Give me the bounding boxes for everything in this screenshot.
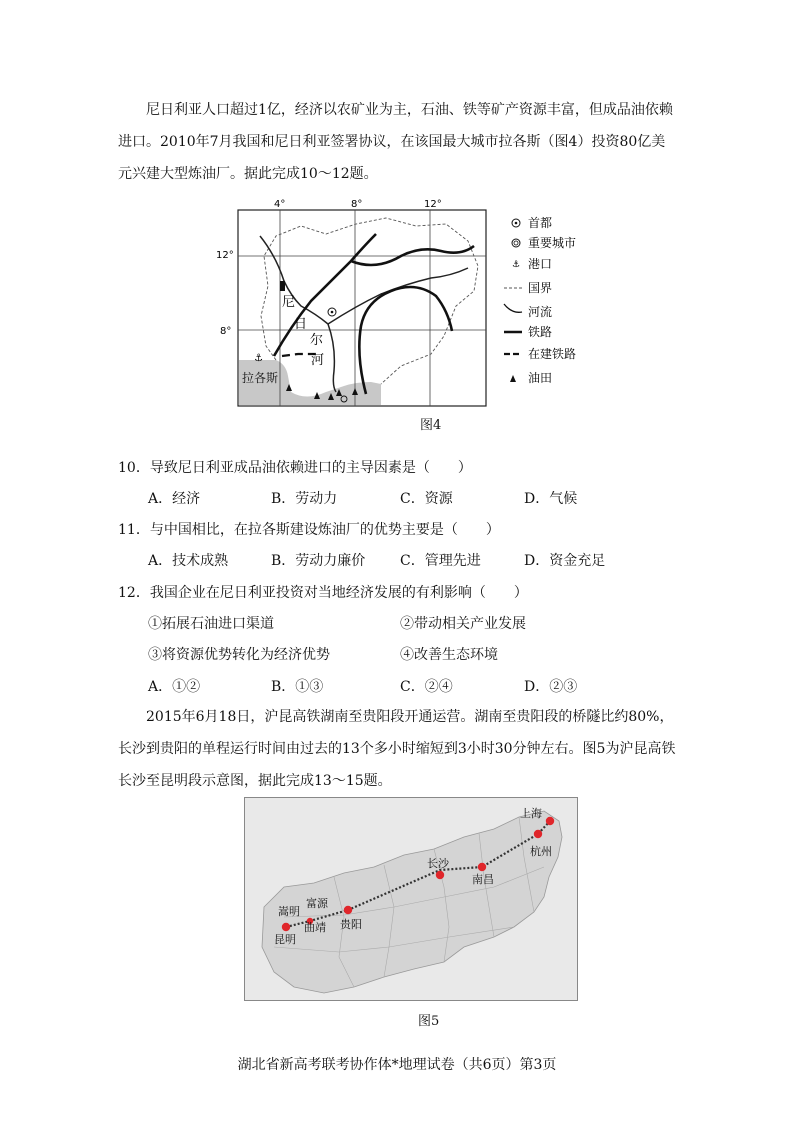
legend-railway-construction: 在建铁路 [528,347,577,361]
city-label-changsha: 长沙 [427,857,449,870]
city-lagos-label: 拉各斯 [242,371,279,385]
dam-marker [280,281,285,291]
question-12-option-d: D．②③ [524,679,578,695]
legend-capital: 首都 [528,216,553,230]
figure-5-map [244,797,578,1001]
station-changsha [436,871,444,879]
lon-label-12: 12° [424,199,442,210]
question-11-stem: 11．与中国相比，在拉各斯建设炼油厂的优势主要是（ ） [118,522,500,538]
question-11-option-c: C．管理先进 [400,553,481,569]
city-label-qujing: 曲靖 [304,921,326,934]
station-kunming [282,923,290,931]
question-11-option-a: A．技术成熟 [148,553,229,569]
legend-river: 河流 [528,305,553,319]
legend-railway: 铁路 [528,325,553,339]
station-guiyang [344,906,352,914]
question-12-option-c: C．②④ [400,679,453,695]
question-10-stem: 10．导致尼日利亚成品油依赖进口的主导因素是（ ） [118,460,472,476]
figure-5-caption: 图5 [418,1014,440,1029]
question-12-option-b: B．①③ [271,679,324,695]
city-label-kunming: 昆明 [274,933,296,946]
svg-text:⚓: ⚓ [512,260,521,270]
map-legend [504,215,576,385]
lat-label-8: 8° [220,326,232,337]
question-10-option-a: A．经济 [148,491,201,507]
lat-label-12: 12° [216,250,234,261]
river-char-4: 河 [311,353,325,368]
legend-border: 国界 [528,281,553,295]
figure-4-caption: 图4 [420,418,442,433]
city-label-guiyang: 贵阳 [340,918,362,931]
lon-label-8: 8° [351,199,363,210]
question-10-option-c: C．资源 [400,491,453,507]
river-char-1: 尼 [282,295,296,310]
station-hangzhou [534,830,542,838]
station-shanghai [546,817,554,825]
question-12-stem: 12．我国企业在尼日利亚投资对当地经济发展的有利影响（ ） [118,585,528,601]
question-11-option-d: D．资金充足 [524,553,606,569]
city-label-hangzhou: 杭州 [530,845,552,858]
legend-major-city: 重要城市 [528,236,577,250]
legend-port: 港口 [528,257,553,271]
river-char-3: 尔 [310,333,324,348]
question-12-item-1: ①拓展石油进口渠道 [148,616,274,632]
station-nanchang [478,863,486,871]
question-12-option-a: A．①② [148,679,201,695]
question-12-item-2: ②带动相关产业发展 [400,616,526,632]
river-char-2: 日 [294,317,308,332]
question-10-option-b: B．劳动力 [271,491,338,507]
question-12-item-3: ③将资源优势转化为经济优势 [148,647,330,663]
question-10-option-d: D．气候 [524,491,578,507]
city-label-nanchang: 南昌 [472,873,494,886]
city-label-shanghai: 上海 [520,807,542,820]
question-11-option-b: B．劳动力廉价 [271,553,366,569]
intro-paragraph-1: 尼日利亚人口超过1亿，经济以农矿业为主，石油、铁等矿产资源丰富，但成品油依赖进口。2010年7月我国和尼日利亚签署协议，在该国最大城市拉各斯（图4）投资80亿美元兴建大型炼油厂。据此完成10～12题。 [118,102,673,182]
legend-oilfield: 油田 [528,371,553,385]
page-footer: 湖北省新高考联考协作体*地理试卷（共6页）第3页 [237,1057,557,1073]
city-label-fuyuan: 富源 [306,897,328,910]
port-icon: ⚓ [254,353,263,364]
question-12-item-4: ④改善生态环境 [400,647,498,663]
city-label-songming: 嵩明 [278,905,300,918]
figure-4-map [216,196,586,408]
lon-label-4: 4° [274,199,286,210]
intro-paragraph-2: 2015年6月18日，沪昆高铁湖南至贵阳段开通运营。湖南至贵阳段的桥隧比约80%，长沙到贵阳的单程运行时间由过去的13个多小时缩短到3小时30分钟左右。图5为沪昆高铁长沙至昆明段示意图，据此完成13～15题。 [118,709,676,789]
